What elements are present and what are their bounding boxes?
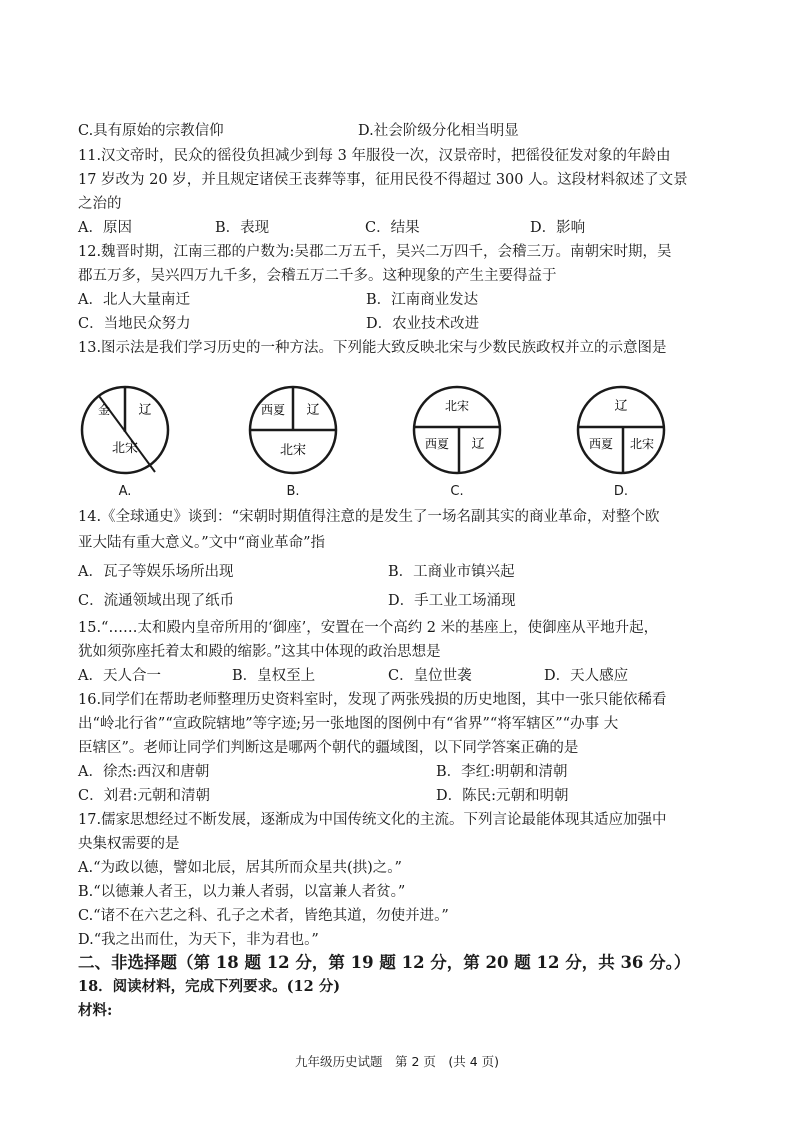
q17-option-a: A.“为政以德，譬如北辰，居其所而众星共(拱)之。”	[78, 860, 402, 876]
diagram-d-region-3: 北宋	[629, 437, 655, 451]
diagram-d	[571, 380, 671, 499]
q11-stem-line1: 11.汉文帝时，民众的徭役负担减少到每 3 年服役一次，汉景帝时，把徭役征发对象的年龄由	[78, 148, 671, 164]
diagram-d-region-2: 西夏	[588, 437, 614, 451]
q10-option-d: D.社会阶级分化相当明显	[358, 123, 519, 139]
diagram-d-label: D.	[613, 484, 629, 499]
q14-option-b: B．工商业市镇兴起	[388, 564, 515, 580]
q15-stem-line2: 犹如须弥座托着太和殿的缩影。”这其中体现的政治思想是	[78, 644, 441, 660]
q14-option-d: D．手工业工场涌现	[388, 593, 516, 609]
diagram-c	[407, 380, 507, 499]
diagram-a-region-1: 金	[97, 403, 111, 417]
q12-option-a: A．北人大量南迁	[78, 292, 190, 308]
diagram-b-region-3: 北宋	[279, 443, 307, 458]
q10-options	[78, 121, 728, 141]
q15-option-d: D．天人感应	[544, 668, 629, 684]
q17-option-d: D.“我之出而仕，为天下，非为君也。”	[78, 932, 319, 948]
q14-stem-line2: 亚大陆有重大意义。”文中“商业革命”指	[78, 535, 325, 551]
q18-stem: 18．阅读材料，完成下列要求。(12 分)	[78, 978, 341, 995]
q13-stem-line1: 13.图示法是我们学习历史的一种方法。下列能大致反映北宋与少数民族政权并立的示意图是	[78, 340, 667, 356]
q12-stem-line2: 郡五万多，吴兴四万九千多，会稽五万二千多。这种现象的产生主要得益于	[78, 268, 557, 284]
q16-stem-line2: 出“岭北行省”“宣政院辖地”等字迹;另一张地图的图例中有“省界”“将军辖区”“办事 大	[78, 716, 619, 732]
diagram-b-region-2: 辽	[306, 403, 320, 418]
diagram-c-region-1: 北宋	[444, 399, 470, 413]
q17-stem-line1: 17.儒家思想经过不断发展，逐渐成为中国传统文化的主流。下列言论最能体现其适应加强中	[78, 812, 667, 828]
q14-stem-line1: 14.《全球通史》谈到：“宋朝时期值得注意的是发生了一场名副其实的商业革命，对整个欧	[78, 509, 660, 525]
diagram-c-region-3: 辽	[471, 437, 485, 452]
q12-options-row1	[78, 290, 728, 310]
q12-options-row2	[78, 314, 728, 334]
diagram-c-label: C.	[450, 484, 464, 499]
diagram-b-region-1: 西夏	[260, 403, 286, 417]
q11-option-c: C．结果	[365, 220, 420, 236]
q16-option-a: A．徐杰:西汉和唐朝	[78, 764, 210, 780]
q14-option-c: C．流通领域出现了纸币	[78, 593, 235, 609]
q12-option-b: B．江南商业发达	[366, 292, 479, 308]
q12-option-d: D．农业技术改进	[366, 316, 480, 332]
q11-option-d: D．影响	[530, 220, 586, 236]
diagram-a	[75, 380, 175, 499]
q18-material-label: 材料:	[78, 1002, 113, 1019]
diagram-a-label: A.	[118, 484, 132, 499]
q11-stem-line3: 之治的	[78, 196, 122, 212]
q12-option-c: C．当地民众努力	[78, 316, 191, 332]
q17-stem-line2: 央集权需要的是	[78, 836, 180, 852]
diagram-d-region-1: 辽	[614, 399, 628, 414]
section-2-title: 二、非选择题（第 18 题 12 分，第 19 题 12 分，第 20 题 12 分，共 36 分。）	[78, 953, 691, 972]
q14-option-a: A．瓦子等娱乐场所出现	[78, 564, 234, 580]
q15-option-b: B．皇权至上	[232, 668, 316, 684]
q11-option-b: B．表现	[215, 220, 270, 236]
q11-options	[78, 218, 728, 238]
q15-options	[78, 666, 728, 686]
q15-option-c: C．皇位世袭	[388, 668, 472, 684]
q11-stem-line2: 17 岁改为 20 岁，并且规定诸侯王丧葬等事，征用民役不得超过 300 人。这段材料叙述了文景	[78, 172, 688, 188]
q14-options-row2	[78, 591, 728, 611]
q16-stem-line1: 16.同学们在帮助老师整理历史资料室时，发现了两张残损的历史地图，其中一张只能依稀看	[78, 692, 667, 708]
diagram-b-label: B.	[286, 484, 300, 499]
q10-option-c: C.具有原始的宗教信仰	[78, 123, 224, 139]
q17-option-c: C.“诸不在六艺之科、孔子之术者，皆绝其道，勿使并进。”	[78, 908, 449, 924]
q15-option-a: A．天人合一	[78, 668, 161, 684]
q11-option-a: A．原因	[78, 220, 132, 236]
q16-option-c: C．刘君:元朝和清朝	[78, 788, 210, 804]
q15-stem-line1: 15.“……太和殿内皇帝所用的‘御座’，安置在一个高约 2 米的基座上，使御座从平地升起，	[78, 620, 659, 636]
page-footer: 九年级历史试题 第 2 页 (共 4 页)	[294, 1054, 500, 1069]
q16-stem-line3: 臣辖区”。老师让同学们判断这是哪两个朝代的疆域图，以下同学答案正确的是	[78, 740, 579, 756]
q12-stem-line1: 12.魏晋时期，江南三郡的户数为:吴郡二万五千，吴兴二万四千，会稽三万。南朝宋时期，吴	[78, 244, 672, 260]
q16-option-b: B．李红:明朝和清朝	[436, 764, 568, 780]
diagram-c-region-2: 西夏	[424, 437, 450, 451]
diagram-a-region-3: 北宋	[111, 441, 139, 456]
q16-options-row2	[78, 786, 728, 806]
q14-options-row1	[78, 562, 728, 582]
q16-option-d: D．陈民:元朝和明朝	[436, 788, 569, 804]
diagram-b	[243, 380, 343, 499]
diagram-a-region-2: 辽	[138, 403, 152, 418]
q17-option-b: B.“以德兼人者王，以力兼人者弱，以富兼人者贫。”	[78, 884, 406, 900]
q16-options-row1	[78, 762, 728, 782]
